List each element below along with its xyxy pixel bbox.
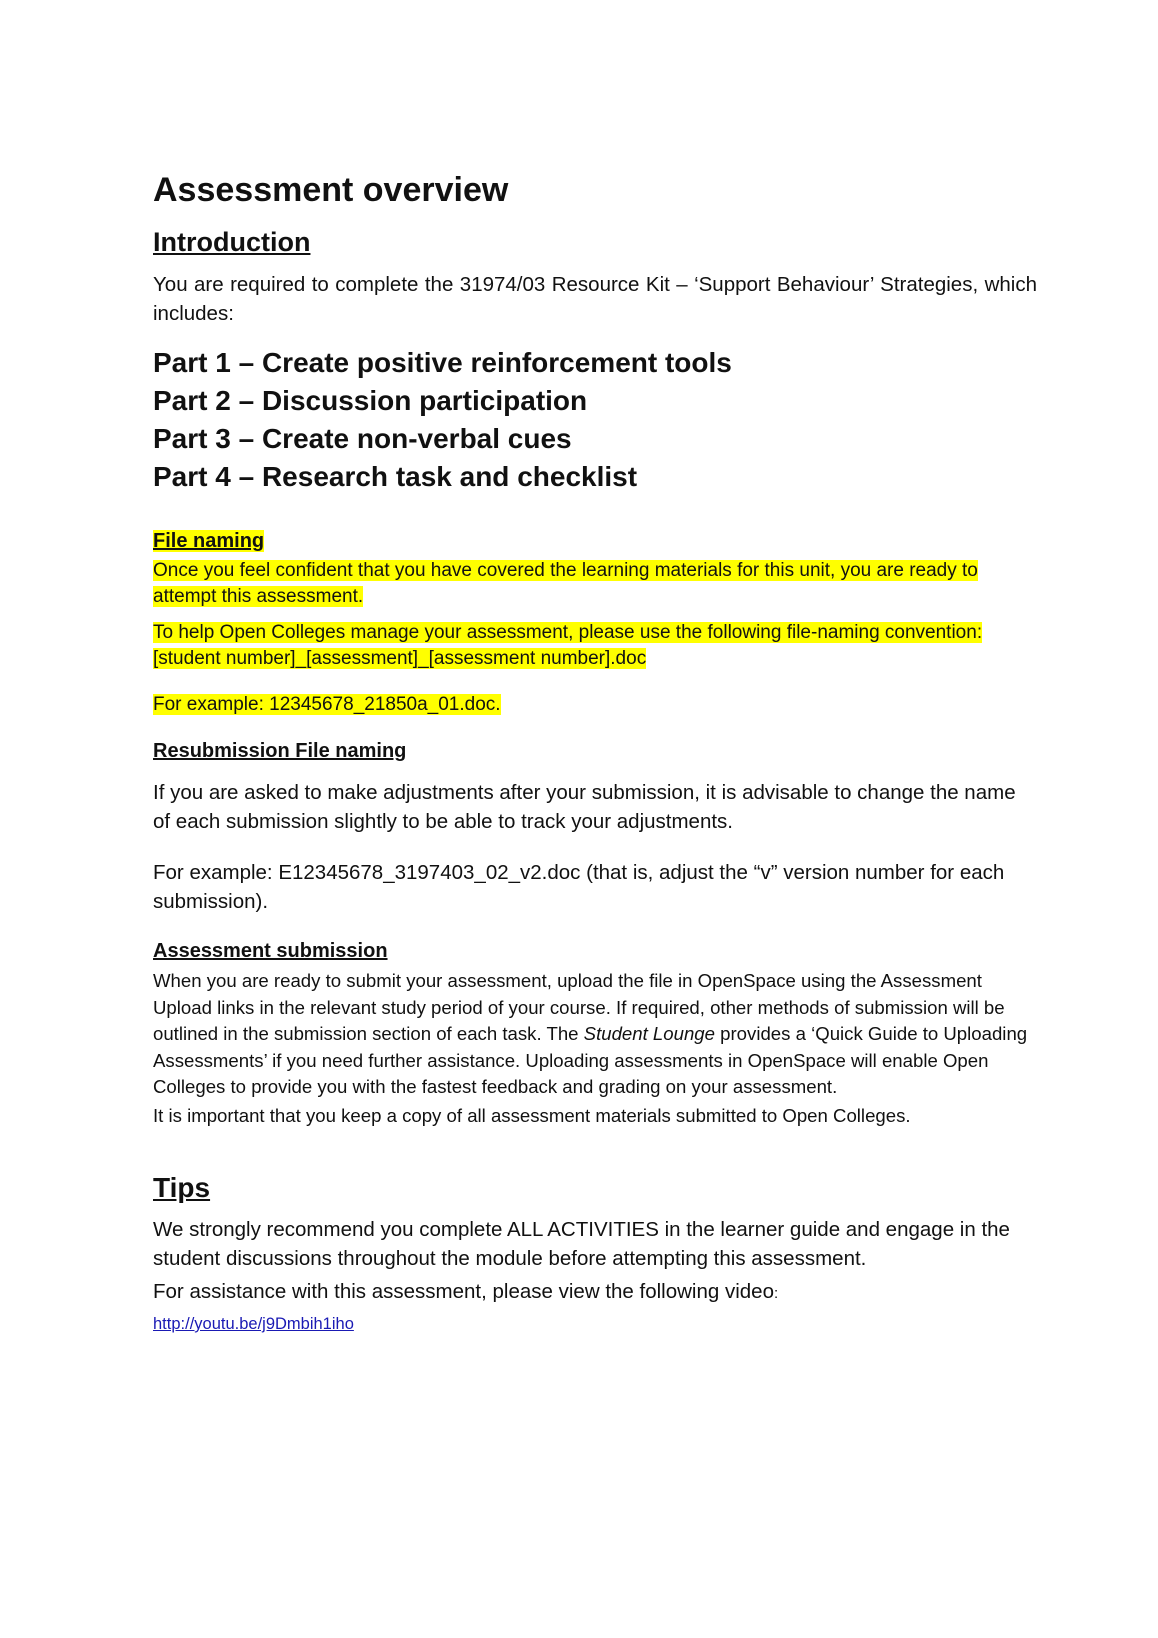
file-naming-heading-text: File naming: [153, 530, 265, 552]
file-naming-para2: [153, 620, 1037, 672]
part-item: Part 3 – Create non-verbal cues: [153, 423, 572, 454]
page-title: Assessment overview: [153, 171, 509, 209]
part-item: Part 2 – Discussion participation: [153, 385, 588, 416]
submission-para1: [153, 968, 1037, 1101]
tips-para2: [153, 1277, 1037, 1337]
resubmission-para2: For example: E12345678_3197403_02_v2.doc (that is, adjust the “v” version number for each submission).: [153, 861, 1005, 913]
file-naming-example-text: For example: 12345678_21850a_01.doc.: [153, 694, 501, 715]
file-naming-example: [153, 692, 1037, 718]
submission-para2: It is important that you keep a copy of all assessment materials submitted to Open Colleges.: [153, 1104, 911, 1126]
file-naming-convention: [student number]_[assessment]_[assessment number].doc: [153, 648, 647, 669]
tips-colon: :: [774, 1285, 779, 1302]
resubmission-para1: If you are asked to make adjustments after your submission, it is advisable to change the name of each submission slightly to be able to track your adjustments.: [153, 781, 1016, 833]
introduction-heading: Introduction: [153, 227, 311, 257]
submission-para1-a: When you are ready to submit your assessment, upload the file in OpenSpace using the Assessment Upload links in the relevant study period of your course. If required, other methods of submission will be outlined in the submission section of each task. The: [153, 970, 1005, 1044]
video-link[interactable]: http://youtu.be/j9Dmbih1iho: [153, 1315, 354, 1333]
tips-para1: We strongly recommend you complete ALL ACTIVITIES in the learner guide and engage in the student discussions throughout the module before attempting this assessment.: [153, 1218, 1010, 1270]
document-page: [153, 170, 1037, 1341]
parts-list: [153, 344, 1037, 496]
tips-para2-text: For assistance with this assessment, please view the following video: [153, 1280, 774, 1303]
part-item: Part 1 – Create positive reinforcement tools: [153, 347, 732, 378]
submission-heading: Assessment submission: [153, 940, 388, 962]
tips-heading: Tips: [153, 1172, 211, 1203]
file-naming-para1: [153, 558, 1037, 610]
file-naming-para1-text: Once you feel confident that you have covered the learning materials for this unit, you are ready to attempt this assessment.: [153, 560, 978, 607]
part-item: Part 4 – Research task and checklist: [153, 461, 638, 492]
file-naming-para2-line1: To help Open Colleges manage your assessment, please use the following file-naming convention:: [153, 622, 983, 643]
student-lounge-text: Student Lounge: [583, 1023, 715, 1044]
submission-para1-b: provides a ‘Quick Guide to Uploading Assessments’ if you need further assistance. Uploading assessments in OpenSpace will enable Open Colleges to provide you with the fastest feedback and grading on your assessment.: [153, 1023, 1028, 1097]
file-naming-heading: [153, 528, 1037, 554]
introduction-text: You are required to complete the 31974/03 Resource Kit – ‘Support Behaviour’ Strategies, which includes:: [153, 273, 1037, 325]
resubmission-heading: Resubmission File naming: [153, 740, 407, 762]
